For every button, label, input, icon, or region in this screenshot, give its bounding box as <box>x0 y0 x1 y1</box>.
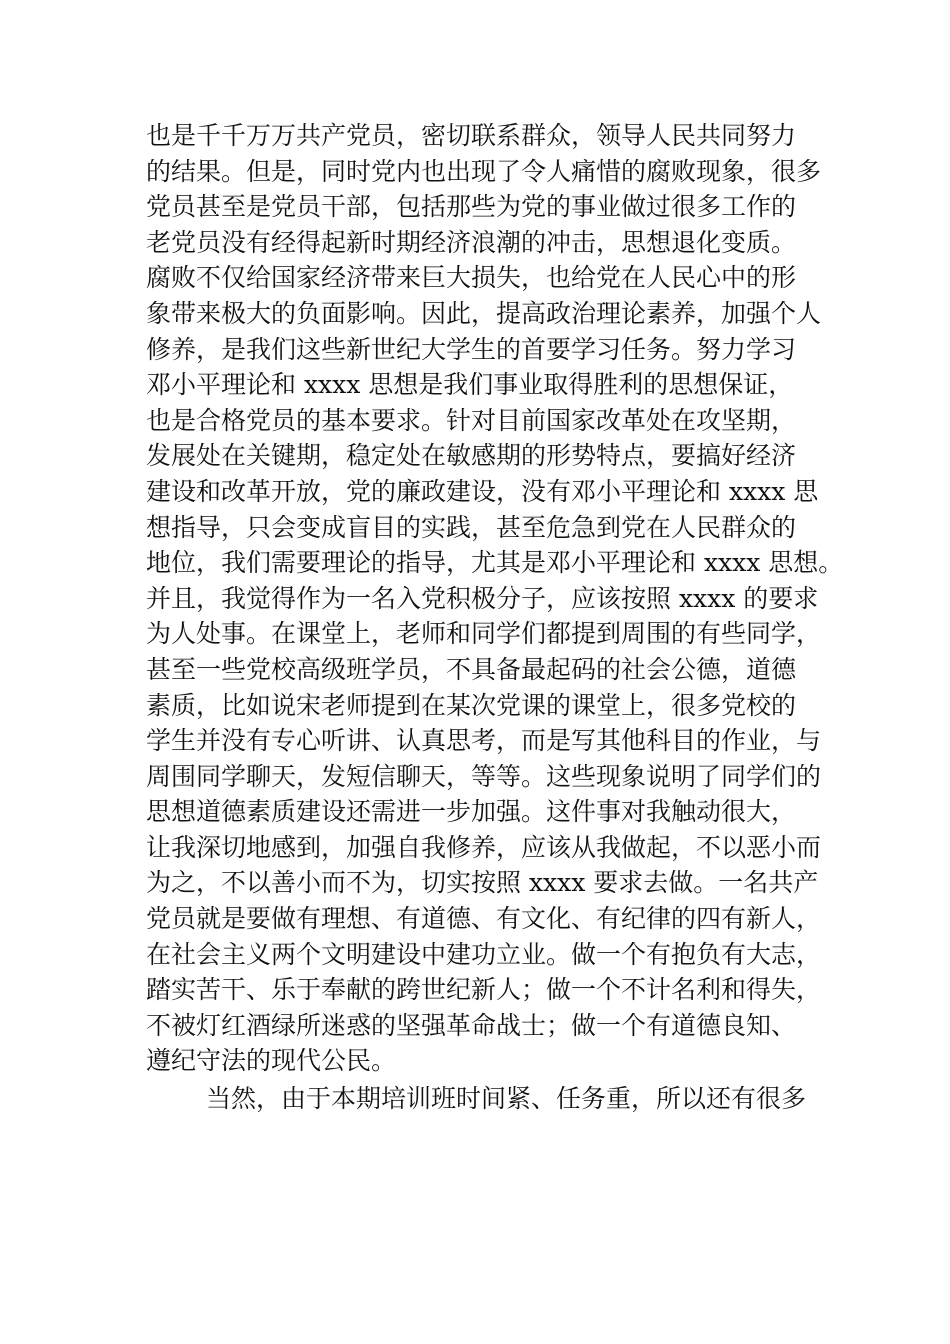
text-line: 并且，我觉得作为一名入党积极分子，应该按照 xxxx 的要求 <box>146 583 819 613</box>
document-body <box>146 118 844 1117</box>
text-line: 不被灯红酒绿所迷惑的坚强革命战士；做一个有道德良知、 <box>146 1010 797 1040</box>
text-line: 党员就是要做有理想、有道德、有文化、有纪律的四有新人， <box>146 904 822 934</box>
text-line: 踏实苦干、乐于奉献的跨世纪新人；做一个不计名利和得失， <box>146 975 822 1005</box>
text-line: 邓小平理论和 xxxx 思想是我们事业取得胜利的思想保证， <box>146 370 794 400</box>
text-line: 素质，比如说宋老师提到在某次党课的课堂上，很多党校的 <box>146 690 797 720</box>
text-line: 发展处在关键期，稳定处在敏感期的形势特点，要搞好经济 <box>146 441 797 471</box>
text-line: 修养，是我们这些新世纪大学生的首要学习任务。努力学习 <box>146 334 797 364</box>
text-line: 也是合格党员的基本要求。针对目前国家改革处在攻坚期， <box>146 405 797 435</box>
text-line: 学生并没有专心听讲、认真思考，而是写其他科目的作业，与 <box>146 726 822 756</box>
text-line: 思想道德素质建设还需进一步加强。这件事对我触动很大， <box>146 797 797 827</box>
text-line: 象带来极大的负面影响。因此，提高政治理论素养，加强个人 <box>146 298 822 328</box>
text-line: 腐败不仅给国家经济带来巨大损失，也给党在人民心中的形 <box>146 263 797 293</box>
text-line: 遵纪守法的现代公民。 <box>146 1046 397 1076</box>
text-line: 让我深切地感到，加强自我修养，应该从我做起，不以恶小而 <box>146 832 822 862</box>
text-line: 为人处事。在课堂上，老师和同学们都提到周围的有些同学， <box>146 619 822 649</box>
text-line: 老党员没有经得起新时期经济浪潮的冲击，思想退化变质。 <box>146 227 797 257</box>
text-line: 地位，我们需要理论的指导，尤其是邓小平理论和 xxxx 思想。 <box>146 548 844 578</box>
paragraph-first-line: 当然，由于本期培训班时间紧、任务重，所以还有很多 <box>206 1084 807 1114</box>
text-line: 也是千千万万共产党员，密切联系群众，领导人民共同努力 <box>146 121 797 150</box>
text-line: 为之，不以善小而不为，切实按照 xxxx 要求去做。一名共产 <box>146 868 819 898</box>
text-line: 建设和改革开放，党的廉政建设，没有邓小平理论和 xxxx 思 <box>146 476 819 506</box>
text-line: 的结果。但是，同时党内也出现了令人痛惜的腐败现象，很多 <box>146 156 822 186</box>
text-line: 在社会主义两个文明建设中建功立业。做一个有抱负有大志， <box>146 939 822 969</box>
text-line: 周围同学聊天，发短信聊天，等等。这些现象说明了同学们的 <box>146 761 822 791</box>
text-line: 党员甚至是党员干部，包括那些为党的事业做过很多工作的 <box>146 192 797 222</box>
text-line: 想指导，只会变成盲目的实践，甚至危急到党在人民群众的 <box>146 512 797 542</box>
text-line: 甚至一些党校高级班学员，不具备最起码的社会公德，道德 <box>146 654 797 684</box>
